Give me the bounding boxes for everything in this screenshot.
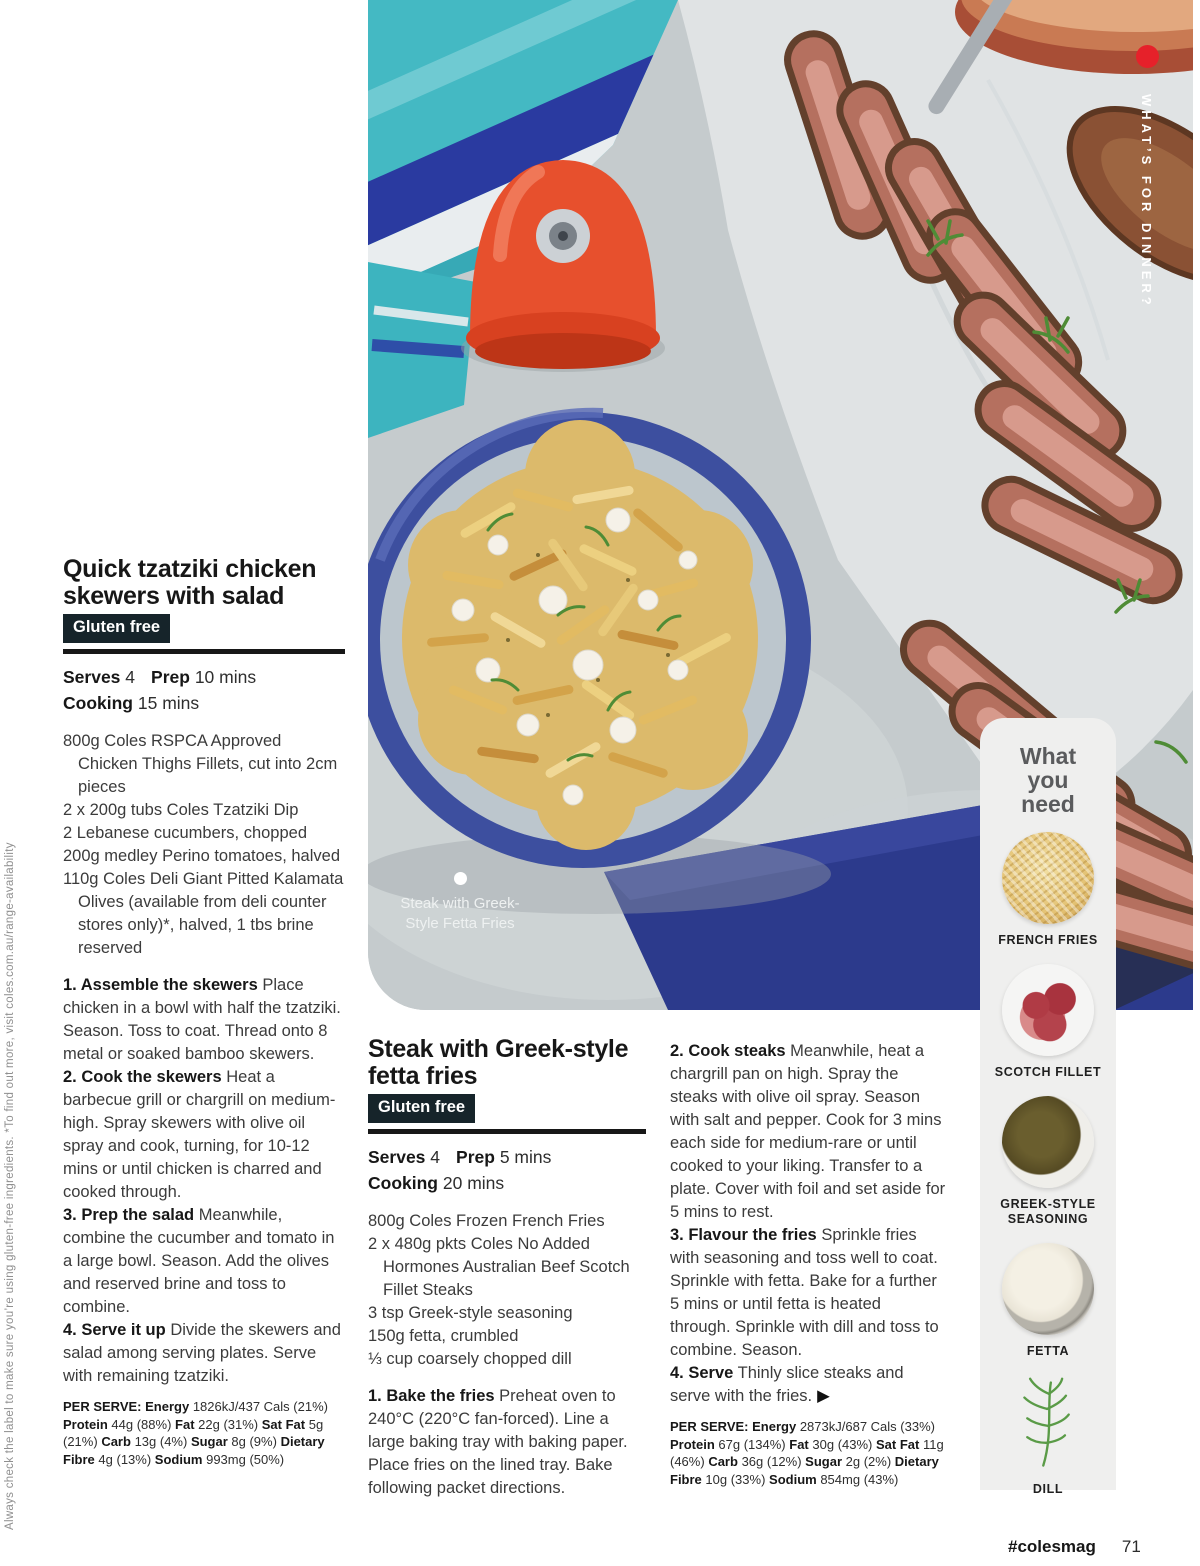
method-step: 1. Assemble the skewers Place chicken in a bowl with half the tzatziki. Season. Toss to coat. Thread onto 8 metal or soaked bamboo skewers. (63, 976, 341, 1063)
recipe-1-ingredients (63, 730, 345, 960)
recipe-2-steps-part2 (670, 1040, 946, 1408)
meta-pair: Cooking 20 mins (368, 1173, 505, 1193)
ingredient-line: 150g fetta, crumbled (368, 1327, 519, 1345)
ingredient-line: 110g Coles Deli Giant Pitted Kalamata Olives (available from deli counter stores only)*, halved, 1 tbs brine reserved (63, 870, 344, 957)
ingredient-line: 2 x 200g tubs Coles Tzatziki Dip (63, 801, 299, 819)
gluten-free-badge: Gluten free (63, 614, 170, 643)
method-step: 4. Serve Thinly slice steaks and serve with the fries. ▶ (670, 1364, 904, 1405)
recipe-1-steps (63, 974, 345, 1388)
ingredient-label: DILL (1032, 1482, 1064, 1496)
recipe-2-meta (368, 1144, 646, 1196)
ingredient-photo (1002, 1243, 1094, 1335)
recipe-1-nutrition: PER SERVE: Energy 1826kJ/437 Cals (21%) Protein 44g (88%) Fat 22g (31%) Sat Fat 5g (21%) Carb 13g (4%) Sugar 8g (9%) Dietary Fibre 4g (13%) Sodium 993mg (50%) (63, 1399, 328, 1467)
ingredient-photo (1002, 832, 1094, 924)
recipe-2-ingredients (368, 1210, 646, 1371)
recipe-2-column-right (670, 1040, 946, 1488)
recipe-1-meta (63, 664, 345, 716)
method-step: 4. Serve it up Divide the skewers and salad among serving plates. Serve with remaining tzatziki. (63, 1321, 341, 1385)
ingredient-line: 2 x 480g pkts Coles No Added Hormones Australian Beef Scotch Fillet Steaks (368, 1235, 630, 1299)
recipe-1-column (63, 556, 345, 1468)
ingredient-line: 2 Lebanese cucumbers, chopped (63, 824, 308, 842)
ingredient-photo (1002, 964, 1094, 1056)
sidebar-ingredient (980, 964, 1116, 1080)
meta-pair: Serves 4 (368, 1147, 441, 1167)
ingredient-label: FETTA (1026, 1344, 1070, 1358)
ingredient-label: GREEK-STYLE SEASONING (1000, 1197, 1096, 1226)
caption-dot-icon (454, 872, 467, 885)
meta-pair: Serves 4 (63, 667, 136, 687)
divider-rule (63, 649, 345, 654)
hashtag: #colesmag (1008, 1537, 1096, 1556)
dill-icon (1015, 1375, 1081, 1473)
ingredient-line: 200g medley Perino tomatoes, halved (63, 847, 341, 865)
ingredient-line: 800g Coles RSPCA Approved Chicken Thighs Fillets, cut into 2cm pieces (63, 732, 338, 796)
page-footer (1008, 1537, 1141, 1557)
sidebar-ingredient (980, 1243, 1116, 1359)
sidebar-ingredient (980, 1096, 1116, 1227)
recipe-2-nutrition: PER SERVE: Energy 2873kJ/687 Cals (33%) Protein 67g (134%) Fat 30g (43%) Sat Fat 11g (46%) Carb 36g (12%) Sugar 2g (2%) Dietary Fibre 10g (33%) Sodium 854mg (43%) (670, 1419, 944, 1487)
section-dot-icon (1136, 45, 1159, 68)
page-number: 71 (1121, 1537, 1141, 1556)
meta-pair: Cooking 15 mins (63, 693, 200, 713)
ingredient-line: 800g Coles Frozen French Fries (368, 1212, 605, 1230)
meta-pair: Prep 10 mins (151, 667, 257, 687)
divider-rule (368, 1129, 646, 1134)
what-you-need-panel (980, 718, 1116, 1496)
ingredient-label: SCOTCH FILLET (994, 1065, 1102, 1079)
sidebar-ingredient (980, 1375, 1116, 1497)
section-label: WHAT’S FOR DINNER? (1139, 94, 1154, 309)
photo-caption (394, 872, 526, 933)
what-you-need-title: What you need (1019, 743, 1077, 817)
ingredient-photo (1002, 1096, 1094, 1188)
recipe-2-steps-part1 (368, 1385, 646, 1500)
meta-pair: Prep 5 mins (456, 1147, 552, 1167)
method-step: 3. Prep the salad Meanwhile, combine the cucumber and tomato in a large bowl. Season. Add the olives and reserved brine and toss to combine. (63, 1206, 335, 1316)
method-step: 2. Cook the skewers Heat a barbecue grill or chargrill on medium-high. Spray skewers with olive oil spray and cook, turning, for 10-12 mins or until chicken is charred and cooked through. (63, 1068, 336, 1201)
what-you-need-items (980, 832, 1116, 1497)
recipe-2-title: Steak with Greek-style fetta fries (368, 1035, 629, 1090)
recipe-2-column-left (368, 1036, 646, 1500)
photo-caption-text: Steak with Greek-Style Fetta Fries (400, 895, 520, 932)
gluten-free-disclaimer: Always check the label to make sure you’re using gluten-free ingredients. *To find out more, visit coles.com.au/range-availability (4, 842, 16, 1530)
ingredient-line: ⅓ cup coarsely chopped dill (368, 1350, 572, 1368)
ingredient-line: 3 tsp Greek-style seasoning (368, 1304, 573, 1322)
method-step: 2. Cook steaks Meanwhile, heat a chargrill pan on high. Spray the steaks with olive oil spray. Season with salt and pepper. Cook for 3 mins each side for medium-rare or until cooked to your liking. Transfer to a plate. Cover with foil and set aside for 5 mins to rest. (670, 1042, 946, 1221)
sidebar-ingredient (980, 832, 1116, 948)
method-step: 3. Flavour the fries Sprinkle fries with seasoning and toss well to coat. Sprinkle with fetta. Bake for a further 5 mins or until fetta is heated through. Sprinkle with dill and toss to combine. Season. (670, 1226, 939, 1359)
gluten-free-badge: Gluten free (368, 1094, 475, 1123)
ingredient-label: FRENCH FRIES (998, 933, 1098, 947)
method-step: 1. Bake the fries Preheat oven to 240°C (220°C fan-forced). Line a large baking tray with baking paper. Place fries on the lined tray. Bake following packet directions. (368, 1387, 628, 1497)
recipe-1-title: Quick tzatziki chicken skewers with salad (63, 555, 317, 610)
